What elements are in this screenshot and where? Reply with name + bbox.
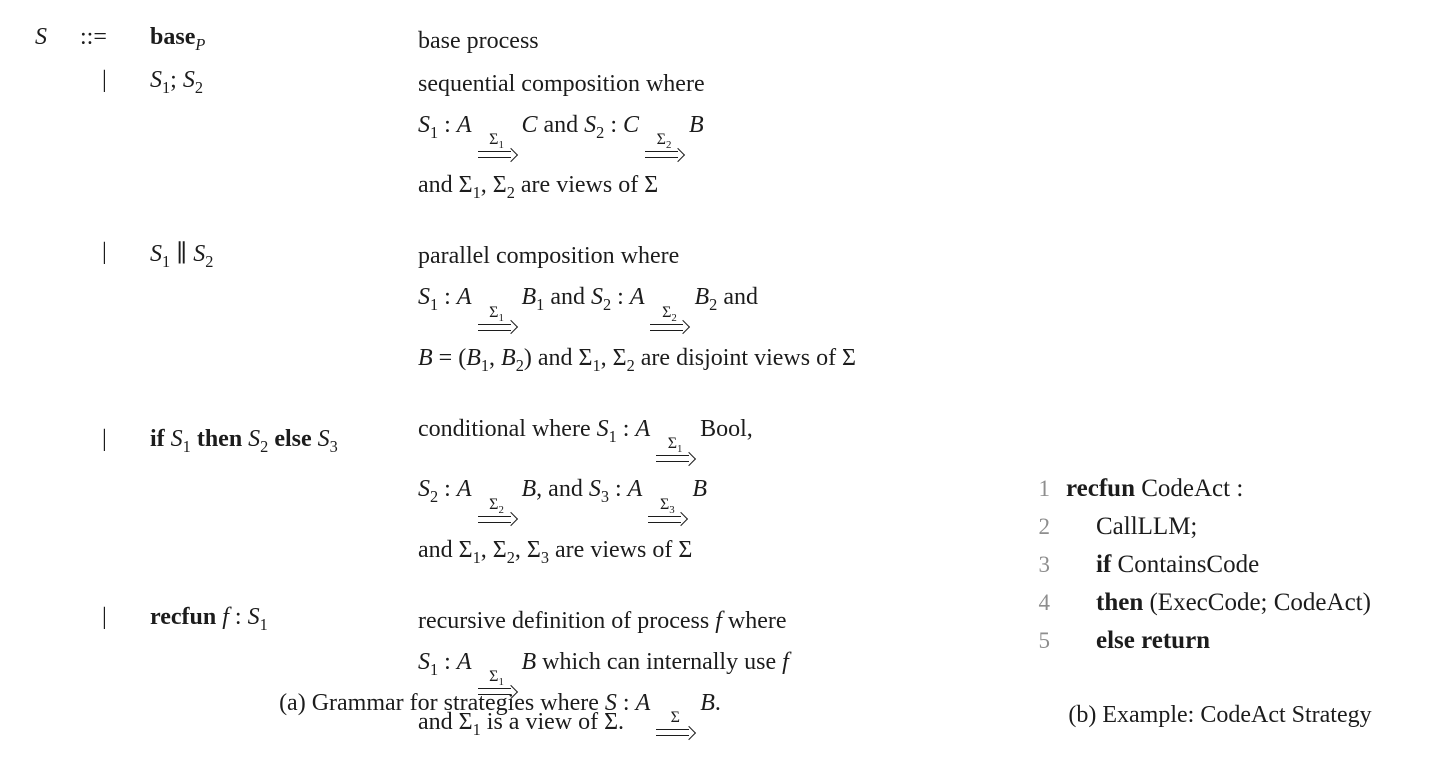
- description-line: $S_2$ : A $\Sigma_2$ B, and $S_3$ : A $\Sigma_3$ B: [418, 472, 985, 525]
- grammar-description: [418, 67, 985, 209]
- sigma-labeled-arrow: [478, 305, 516, 334]
- description-line: $S_1$ : A $\Sigma_1$ B which can internally use f: [418, 645, 985, 698]
- alternative-bar: |: [102, 239, 107, 266]
- line-number: 5: [1038, 628, 1050, 653]
- line-number: 1: [1038, 476, 1050, 501]
- code-text: else return: [1096, 627, 1211, 654]
- arrow-label: $\Sigma_1$: [489, 303, 504, 325]
- sigma-labeled-arrow: [650, 305, 688, 334]
- code-text: recfun CodeAct :: [1066, 475, 1244, 502]
- sigma-labeled-arrow: [648, 497, 686, 526]
- description-line: $S_1$ : A $\Sigma_1$ $B_1$ and $S_2$ : A $\Sigma_2$ $B_2$ and: [418, 280, 985, 333]
- arrow-label: $\Sigma_1$: [489, 131, 504, 152]
- double-arrow-icon: [656, 728, 694, 739]
- description-line: and $\Sigma_1$, $\Sigma_2$, $\Sigma_3$ are views of Σ: [418, 536, 693, 567]
- grammar-description: [418, 412, 985, 574]
- double-arrow-icon: [478, 323, 516, 334]
- code-listing: [1028, 470, 1371, 660]
- description-line: parallel composition where: [418, 243, 680, 270]
- grammar-production: $S_1$ ∥ $S_2$: [150, 241, 214, 272]
- sigma-labeled-arrow: [656, 436, 694, 465]
- double-arrow-icon: [648, 515, 686, 526]
- figure-b-caption: (b) Example: CodeAct Strategy: [1068, 702, 1372, 728]
- grammar-production: $S_1$; $S_2$: [150, 67, 203, 97]
- description-line: base process: [418, 28, 539, 54]
- code-text: if ContainsCode: [1096, 551, 1260, 578]
- description-line: sequential composition where: [418, 71, 705, 97]
- arrow-label: $\Sigma_2$: [489, 495, 504, 517]
- description-line: $B = (B_1$, $B_2$) and $\Sigma_1$, $\Sigma_2$ are disjoint views of Σ: [418, 344, 857, 375]
- description-line: and $\Sigma_1$ is a view of Σ.: [418, 709, 625, 740]
- grammar-production: if $S_1$ then $S_2$ else $S_3$: [150, 425, 338, 456]
- figure-a-caption: (a) Grammar for strategies where S : A Σ B.: [35, 690, 965, 739]
- double-arrow-icon: [650, 323, 688, 334]
- code-text: then (ExecCode; CodeAct): [1096, 589, 1371, 616]
- description-line: recursive definition of process f where: [418, 607, 787, 634]
- code-line: [1028, 622, 1371, 660]
- sigma-labeled-arrow: [656, 710, 694, 739]
- sigma-labeled-arrow: [645, 132, 683, 161]
- code-line: [1028, 584, 1371, 622]
- code-text: CallLLM;: [1096, 513, 1198, 540]
- arrow-label: $\Sigma_1$: [667, 435, 683, 456]
- definition-operator: ::=: [80, 24, 107, 50]
- grammar-table: [35, 24, 985, 773]
- double-arrow-icon: [656, 454, 694, 465]
- sigma-labeled-arrow: [478, 132, 516, 161]
- sigma-labeled-arrow: [478, 497, 516, 526]
- line-number: 4: [1038, 590, 1050, 615]
- grammar-description: [418, 239, 985, 381]
- grammar-lhs: S: [35, 24, 47, 50]
- description-line: conditional where $S_1$ : A $\Sigma_1$ Bool,: [418, 412, 985, 465]
- alternative-bar: |: [102, 67, 107, 93]
- description-line: $S_1$ : A $\Sigma_1$ C and $S_2$ : C $\Sigma_2$ B: [418, 108, 985, 161]
- grammar-row: [35, 67, 985, 209]
- grammar-production: base$_P$: [150, 24, 206, 54]
- grammar-row: [35, 24, 985, 65]
- description-line: and $\Sigma_1$, $\Sigma_2$ are views of Σ: [418, 172, 659, 203]
- double-arrow-icon: [478, 515, 516, 526]
- grammar-production: recfun f : $S_1$: [150, 603, 268, 634]
- grammar-row: [35, 239, 985, 381]
- code-line: [1028, 470, 1371, 508]
- alternative-bar: |: [102, 603, 107, 630]
- grammar-description: [418, 24, 985, 65]
- double-arrow-icon: [478, 150, 516, 161]
- alternative-bar: |: [102, 425, 107, 452]
- grammar-row: [35, 412, 985, 574]
- code-line: [1028, 508, 1371, 546]
- double-arrow-icon: [645, 150, 683, 161]
- arrow-label: $\Sigma_2$: [662, 303, 677, 325]
- arrow-label: $\Sigma_1$: [489, 668, 504, 689]
- arrow-label: $\Sigma_3$: [659, 495, 675, 517]
- line-number: 2: [1038, 514, 1050, 539]
- grammar-lhs: [35, 412, 80, 426]
- line-number: 3: [1038, 552, 1050, 577]
- code-line: [1028, 546, 1371, 584]
- arrow-label: Σ: [670, 709, 680, 727]
- arrow-label: $\Sigma_2$: [656, 131, 672, 152]
